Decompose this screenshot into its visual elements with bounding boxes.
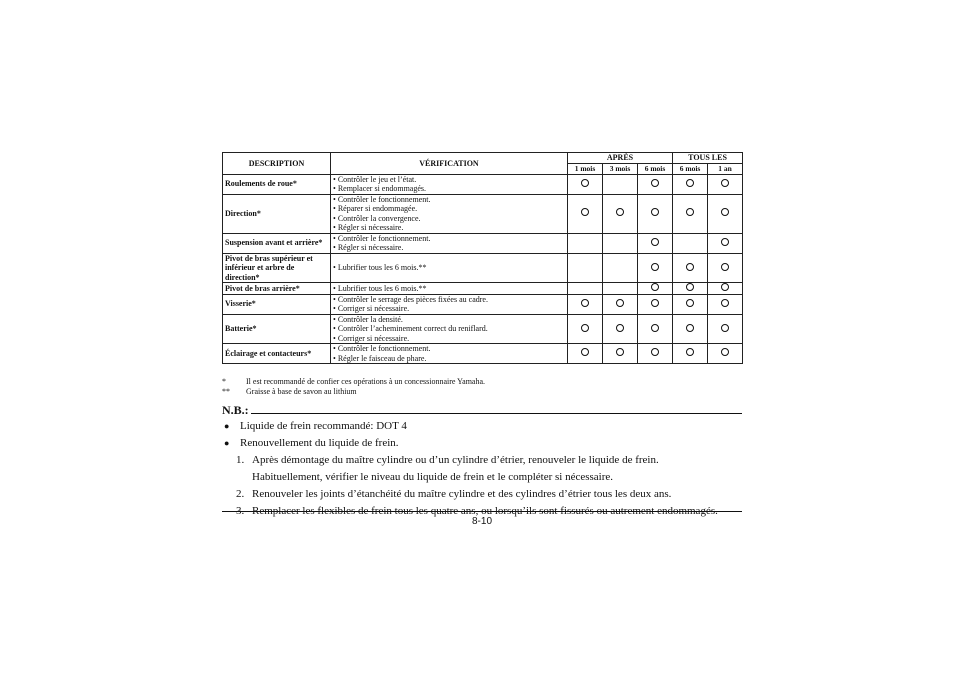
check-line — [333, 195, 565, 205]
interval-cell — [603, 294, 638, 314]
row-checks — [331, 283, 568, 295]
check-text: Contrôler le fonctionnement. — [337, 344, 431, 353]
note-bullet-text: Liquide de frein recommandé: DOT 4 — [240, 420, 407, 432]
bullet-dot-icon: ● — [224, 421, 230, 431]
check-circle-icon — [581, 324, 589, 332]
table-row — [223, 194, 743, 233]
step-number: 3. — [236, 505, 245, 517]
row-checks — [331, 253, 568, 283]
check-text: Contrôler l’acheminement correct du reniflard. — [337, 324, 488, 333]
check-circle-icon — [651, 348, 659, 356]
note-bullet-text: Renouvellement du liquide de frein. — [240, 437, 399, 449]
check-circle-icon — [686, 283, 694, 291]
interval-cell — [708, 233, 743, 253]
step-text — [252, 486, 742, 503]
maintenance-table — [222, 152, 743, 364]
header-after: APRÈS — [568, 153, 673, 164]
bullet-icon: • — [333, 233, 338, 243]
check-line — [333, 223, 565, 233]
footnote-text: Graisse à base de savon au lithium — [246, 386, 357, 396]
interval-cell — [603, 194, 638, 233]
check-circle-icon — [721, 208, 729, 216]
row-description-line: Éclairage et contacteurs* — [225, 348, 312, 358]
interval-cell — [603, 283, 638, 295]
note-title: N.B.: — [222, 403, 249, 417]
check-circle-icon — [616, 299, 624, 307]
bullet-icon: • — [333, 213, 338, 223]
interval-cell — [673, 174, 708, 194]
header-interval: 1 an — [708, 163, 743, 174]
interval-cell — [568, 194, 603, 233]
check-text: Contrôler la convergence. — [337, 213, 421, 223]
check-line — [333, 284, 565, 294]
header-description: DESCRIPTION — [223, 153, 331, 175]
check-text: Régler le faisceau de phare. — [337, 353, 427, 363]
interval-cell — [638, 294, 673, 314]
table-row — [223, 233, 743, 253]
bullet-icon: • — [333, 314, 338, 324]
interval-cell — [708, 194, 743, 233]
check-circle-icon — [651, 283, 659, 291]
note-step — [222, 486, 742, 503]
bullet-icon: • — [333, 294, 338, 304]
row-description-line: Pivot de bras supérieur et — [225, 253, 313, 263]
step-text — [252, 452, 742, 486]
interval-cell — [568, 233, 603, 253]
check-circle-icon — [651, 179, 659, 187]
check-text: Contrôler le jeu et l’état. — [337, 174, 417, 184]
bullet-icon: • — [333, 194, 338, 204]
row-description-line: Suspension avant et arrière* — [225, 238, 323, 248]
interval-cell — [673, 253, 708, 283]
check-circle-icon — [686, 263, 694, 271]
check-circle-icon — [651, 324, 659, 332]
check-circle-icon — [721, 263, 729, 271]
interval-cell — [708, 314, 743, 344]
bullet-icon: • — [333, 353, 338, 363]
check-circle-icon — [616, 348, 624, 356]
check-circle-icon — [581, 299, 589, 307]
check-line — [333, 214, 565, 224]
row-checks — [331, 294, 568, 314]
interval-cell — [673, 314, 708, 344]
table-row — [223, 174, 743, 194]
check-circle-icon — [651, 263, 659, 271]
interval-cell — [568, 344, 603, 364]
check-line — [333, 324, 565, 334]
row-description-line: Direction* — [225, 208, 261, 218]
row-description — [223, 174, 331, 194]
note-body — [222, 418, 742, 520]
footnote-text: Il est recommandé de confier ces opérations à un concessionnaire Yamaha. — [246, 377, 486, 386]
bullet-icon: • — [333, 333, 338, 343]
check-circle-icon — [616, 208, 624, 216]
check-circle-icon — [686, 299, 694, 307]
check-text: Lubrifier tous les 6 mois.** — [337, 263, 427, 272]
bullet-icon: • — [333, 344, 338, 353]
check-text: Contrôler la densité. — [337, 314, 403, 324]
check-circle-icon — [721, 238, 729, 246]
check-line — [333, 344, 565, 354]
note-heading — [222, 404, 742, 416]
interval-cell — [708, 294, 743, 314]
header-interval: 6 mois — [638, 163, 673, 174]
check-line — [333, 315, 565, 325]
row-description — [223, 344, 331, 364]
check-text: Lubrifier tous les 6 mois.** — [337, 283, 427, 293]
interval-cell — [673, 294, 708, 314]
check-text: Réparer si endommagée. — [337, 204, 418, 213]
step-line: Après démontage du maître cylindre ou d’un cylindre d’étrier, renouveler le liquide de frein. — [252, 454, 659, 466]
row-description-line: inférieur et arbre de — [225, 263, 295, 272]
check-text: Contrôler le fonctionnement. — [337, 194, 431, 204]
interval-cell — [673, 344, 708, 364]
check-circle-icon — [686, 179, 694, 187]
footnote — [222, 377, 742, 387]
step-line: Renouveler les joints d’étanchéité du maître cylindre et des cylindres d’étrier tous les deux ans. — [252, 488, 672, 500]
interval-cell — [568, 253, 603, 283]
row-description-line: Roulements de roue* — [225, 179, 297, 189]
interval-cell — [568, 174, 603, 194]
check-circle-icon — [721, 179, 729, 187]
row-description-line: Batterie* — [225, 324, 257, 333]
row-description-line: direction* — [225, 272, 260, 282]
footnote — [222, 387, 742, 397]
check-text: Contrôler le serrage des pièces fixées au cadre. — [337, 294, 488, 304]
bullet-icon: • — [333, 263, 338, 272]
table-row — [223, 294, 743, 314]
check-circle-icon — [651, 208, 659, 216]
interval-cell — [708, 344, 743, 364]
check-circle-icon — [651, 238, 659, 246]
interval-cell — [708, 283, 743, 295]
check-line — [333, 295, 565, 305]
row-description — [223, 283, 331, 295]
row-description — [223, 194, 331, 233]
check-circle-icon — [721, 283, 729, 291]
check-circle-icon — [616, 324, 624, 332]
table-row — [223, 344, 743, 364]
check-text: Régler si nécessaire. — [337, 223, 404, 232]
check-text: Contrôler le fonctionnement. — [337, 233, 431, 243]
check-circle-icon — [686, 324, 694, 332]
check-circle-icon — [581, 208, 589, 216]
interval-cell — [673, 233, 708, 253]
row-description-line: Pivot de bras arrière* — [225, 283, 300, 293]
interval-cell — [568, 283, 603, 295]
check-line — [333, 304, 565, 314]
check-circle-icon — [721, 299, 729, 307]
header-interval: 1 mois — [568, 163, 603, 174]
check-circle-icon — [651, 299, 659, 307]
interval-cell — [708, 253, 743, 283]
header-interval: 6 mois — [673, 163, 708, 174]
row-description — [223, 294, 331, 314]
table-row — [223, 314, 743, 344]
table-body — [223, 174, 743, 364]
row-checks — [331, 233, 568, 253]
interval-cell — [638, 174, 673, 194]
bullet-icon: • — [333, 304, 338, 313]
row-description-line: Visserie* — [225, 299, 256, 309]
interval-cell — [568, 314, 603, 344]
bullet-icon: • — [333, 324, 338, 333]
table-header — [223, 153, 743, 175]
check-text: Corriger si nécessaire. — [337, 304, 410, 313]
interval-cell — [603, 253, 638, 283]
table-row — [223, 283, 743, 295]
header-verification: VÉRIFICATION — [331, 153, 568, 175]
check-text: Régler si nécessaire. — [337, 243, 404, 252]
page-number: 8-10 — [471, 516, 492, 527]
check-line — [333, 354, 565, 364]
row-description — [223, 233, 331, 253]
footnotes — [222, 377, 742, 396]
check-line — [333, 234, 565, 244]
note-bullet-item — [222, 435, 742, 452]
step-number: 2. — [236, 488, 245, 500]
note-bullet-item — [222, 418, 742, 435]
bullet-icon: • — [333, 243, 338, 252]
step-line: Remplacer les flexibles de frein tous les quatre ans, ou lorsqu’ils sont fissurés ou autrement endommagés. — [252, 505, 718, 517]
step-line: Habituellement, vérifier le niveau du liquide de frein et le compléter si nécessaire. — [252, 471, 614, 483]
interval-cell — [708, 174, 743, 194]
check-text: Corriger si nécessaire. — [337, 333, 410, 343]
note-heading-rule — [251, 413, 742, 414]
footnote-mark: ** — [222, 386, 230, 396]
row-checks — [331, 194, 568, 233]
step-number: 1. — [236, 454, 245, 466]
interval-cell — [673, 194, 708, 233]
bullet-dot-icon: ● — [224, 438, 230, 448]
interval-cell — [638, 344, 673, 364]
row-checks — [331, 344, 568, 364]
check-circle-icon — [721, 324, 729, 332]
header-every: TOUS LES — [673, 153, 743, 164]
note-bottom-rule — [222, 511, 742, 512]
check-line — [333, 175, 565, 185]
row-description — [223, 253, 331, 283]
check-line — [333, 263, 565, 273]
check-circle-icon — [686, 348, 694, 356]
bullet-icon: • — [333, 204, 338, 213]
check-circle-icon — [581, 348, 589, 356]
bullet-icon: • — [333, 174, 338, 184]
interval-cell — [603, 344, 638, 364]
check-line — [333, 184, 565, 194]
row-description — [223, 314, 331, 344]
row-checks — [331, 314, 568, 344]
note-step — [222, 452, 742, 486]
interval-cell — [638, 283, 673, 295]
check-line — [333, 334, 565, 344]
bullet-icon: • — [333, 283, 338, 293]
interval-cell — [603, 233, 638, 253]
row-checks — [331, 174, 568, 194]
bullet-icon: • — [333, 184, 338, 193]
check-circle-icon — [721, 348, 729, 356]
interval-cell — [603, 314, 638, 344]
check-line — [333, 204, 565, 214]
footnote-mark: * — [222, 377, 226, 386]
interval-cell — [638, 253, 673, 283]
interval-cell — [603, 174, 638, 194]
header-interval: 3 mois — [603, 163, 638, 174]
check-circle-icon — [686, 208, 694, 216]
table-row — [223, 253, 743, 283]
interval-cell — [673, 283, 708, 295]
bullet-icon: • — [333, 223, 338, 232]
interval-cell — [638, 194, 673, 233]
check-line — [333, 243, 565, 253]
check-circle-icon — [581, 179, 589, 187]
interval-cell — [638, 314, 673, 344]
check-text: Remplacer si endommagés. — [337, 184, 427, 193]
interval-cell — [638, 233, 673, 253]
interval-cell — [568, 294, 603, 314]
